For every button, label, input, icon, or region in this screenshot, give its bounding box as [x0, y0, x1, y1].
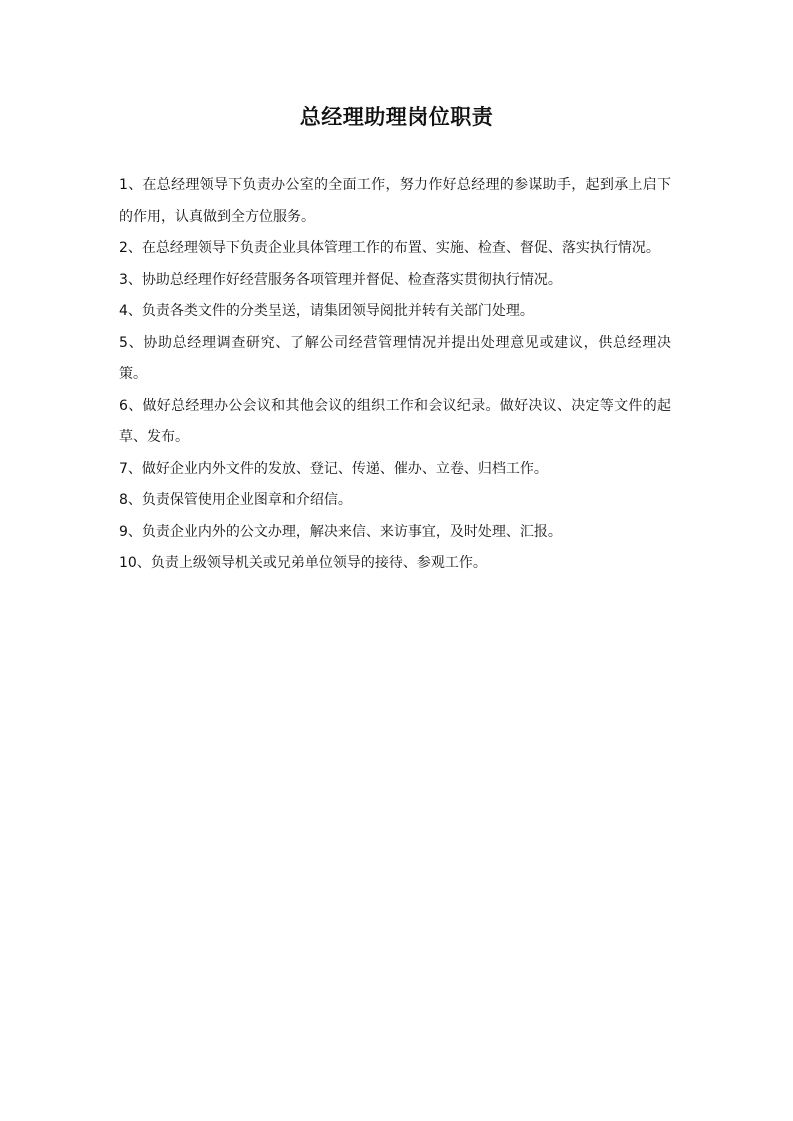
duty-item-2: 2、在总经理领导下负责企业具体管理工作的布置、实施、检查、督促、落实执行情况。 — [119, 240, 660, 256]
duty-item-1: 1、在总经理领导下负责办公室的全面工作，努力作好总经理的参谋助手，起到承上启下的作用，认真做到全方位服务。 — [119, 177, 671, 225]
duty-item-4: 4、负责各类文件的分类呈送，请集团领导阅批并转有关部门处理。 — [119, 303, 534, 319]
document-title: 总经理助理岗位职责 — [299, 105, 494, 129]
duty-item-3: 3、协助总经理作好经营服务各项管理并督促、检查落实贯彻执行情况。 — [119, 271, 562, 288]
duty-item-8: 8、负责保管使用企业图章和介绍信。 — [119, 492, 352, 508]
duty-item-5: 5、协助总经理调查研究、了解公司经营管理情况并提出处理意见或建议，供总经理决策。 — [119, 334, 671, 382]
duty-item-6: 6、做好总经理办公会议和其他会议的组织工作和会议纪录。做好决议、决定等文件的起草、发布。 — [119, 397, 671, 445]
duty-item-9: 9、负责企业内外的公文办理，解决来信、来访事宜，及时处理、汇报。 — [119, 523, 562, 540]
duty-list — [119, 170, 671, 580]
duty-item-10: 10、负责上级领导机关或兄弟单位领导的接待、参观工作。 — [119, 555, 487, 571]
duty-item-7: 7、做好企业内外文件的发放、登记、传递、催办、立卷、归档工作。 — [119, 460, 548, 477]
